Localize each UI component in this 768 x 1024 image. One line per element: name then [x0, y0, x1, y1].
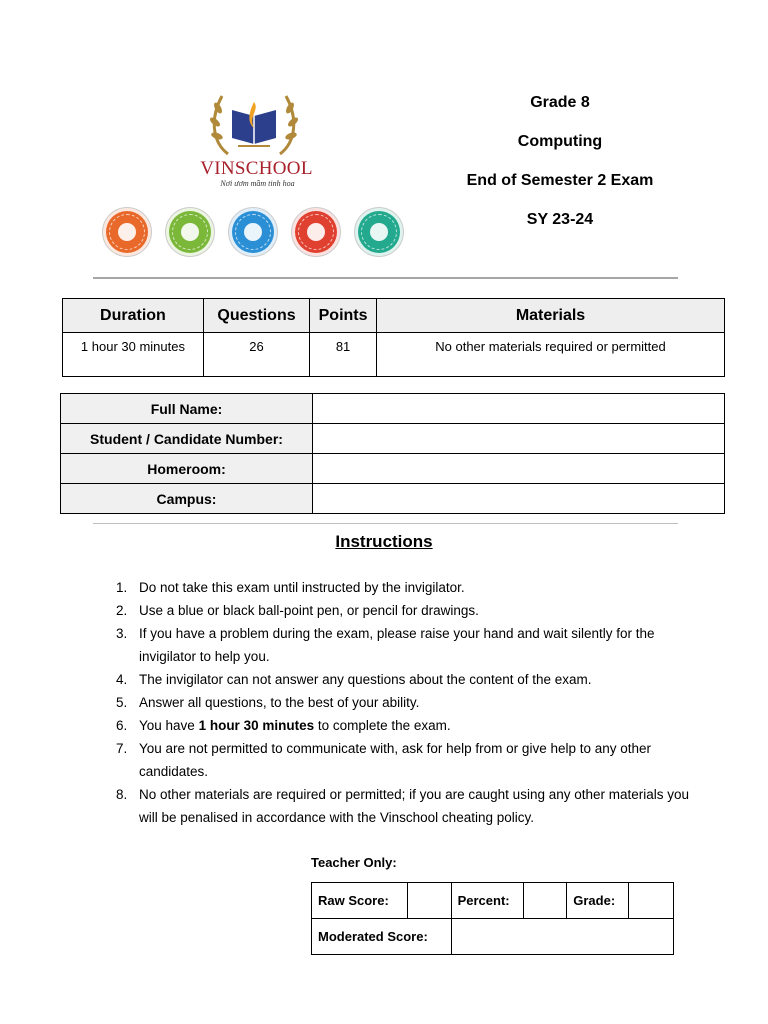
list-item: 7. You are not permitted to communicate with, ask for help from or give help to any other candidates. [116, 741, 652, 779]
logo-tagline: Nơi ươm mầm tinh hoa [220, 179, 295, 188]
points-header: Points [310, 299, 377, 333]
points-value: 81 [310, 333, 377, 377]
vinser-badge-icon [166, 208, 214, 256]
candidate-number-label: Student / Candidate Number: [61, 424, 313, 454]
vinser-badge-icon [229, 208, 277, 256]
school-logo [190, 88, 320, 188]
logo-name: VINSCHOOL [200, 158, 313, 179]
campus-label: Campus: [61, 484, 313, 514]
vinser-badge-icon [292, 208, 340, 256]
candidate-number-field[interactable] [313, 424, 725, 454]
instructions-title: Instructions [335, 532, 433, 551]
divider [93, 277, 678, 279]
score-table [311, 882, 674, 955]
exam-summary-table [62, 298, 725, 377]
homeroom-label: Homeroom: [61, 454, 313, 484]
subject-label: Computing [517, 133, 603, 150]
questions-value: 26 [203, 333, 309, 377]
vinser-badge-icon [103, 208, 151, 256]
moderated-score-label: Moderated Score: [312, 919, 452, 955]
badges-row [103, 208, 403, 258]
duration-value: 1 hour 30 minutes [63, 333, 204, 377]
campus-field[interactable] [313, 484, 725, 514]
list-item: 2. Use a blue or black ball-point pen, or pencil for drawings. [116, 603, 479, 618]
list-item: 4. The invigilator can not answer any questions about the content of the exam. [116, 672, 592, 687]
full-name-field[interactable] [313, 394, 725, 424]
percent-field[interactable] [523, 883, 567, 919]
questions-header: Questions [203, 299, 309, 333]
full-name-label: Full Name: [61, 394, 313, 424]
materials-value: No other materials required or permitted [377, 333, 725, 377]
list-item: 3. If you have a problem during the exam, please raise your hand and wait silently for the invigilator to help you. [116, 626, 655, 664]
grade-score-label: Grade: [567, 883, 629, 919]
list-item: 6. You have 1 hour 30 minutes to complete the exam. [116, 718, 451, 733]
grade-label: Grade 8 [530, 94, 590, 111]
exam-header [440, 93, 680, 249]
raw-score-field[interactable] [407, 883, 451, 919]
exam-label: End of Semester 2 Exam [466, 172, 654, 189]
instructions-list [110, 576, 690, 829]
list-item: 8. No other materials are required or permitted; if you are caught using any other materials you will be penalised in accordance with the Vinschool cheating policy. [116, 787, 690, 825]
moderated-score-field[interactable] [451, 919, 673, 955]
list-item: 1. Do not take this exam until instructed by the invigilator. [116, 580, 465, 595]
materials-header: Materials [377, 299, 725, 333]
student-info-table [60, 393, 725, 514]
list-item: 5. Answer all questions, to the best of your ability. [116, 695, 420, 710]
year-label: SY 23-24 [526, 211, 594, 228]
percent-label: Percent: [451, 883, 523, 919]
raw-score-label: Raw Score: [312, 883, 408, 919]
vinschool-crest-icon [208, 88, 300, 160]
vinser-badge-icon [355, 208, 403, 256]
divider [93, 523, 678, 524]
homeroom-field[interactable] [313, 454, 725, 484]
teacher-only-label: Teacher Only: [311, 855, 397, 870]
duration-header: Duration [63, 299, 204, 333]
grade-field[interactable] [629, 883, 674, 919]
